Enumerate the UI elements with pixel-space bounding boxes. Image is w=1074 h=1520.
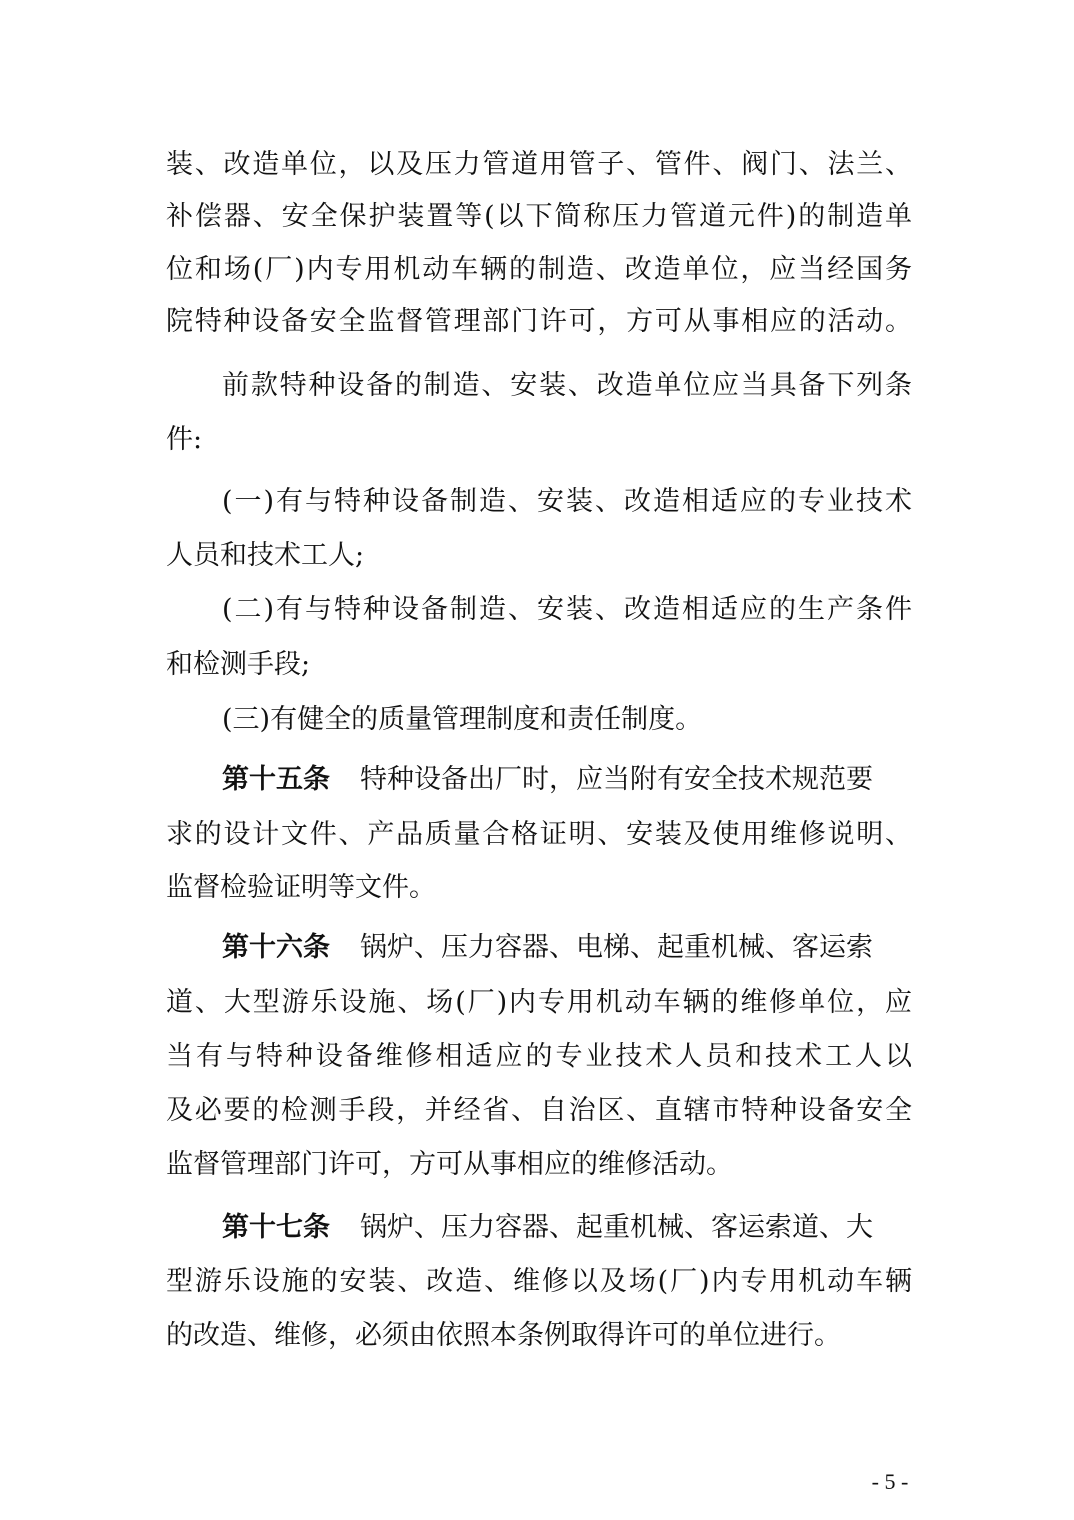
text-line-4: 院特种设备安全监督管理部门许可，方可从事相应的活动。: [166, 306, 912, 337]
text-line-16: 道、大型游乐设施、场(厂)内专用机动车辆的维修单位，应: [166, 987, 912, 1018]
text-line-6: 件:: [166, 424, 203, 455]
text-line-5: 前款特种设备的制造、安装、改造单位应当具备下列条: [222, 370, 912, 401]
text-line-1: 装、改造单位，以及压力管道用管子、管件、阀门、法兰、: [166, 149, 912, 180]
text-line-2: 补偿器、安全保护装置等(以下简称压力管道元件)的制造单: [166, 201, 912, 232]
text-line-9: (二)有与特种设备制造、安装、改造相适应的生产条件: [222, 594, 912, 625]
article-text: 特种设备出厂时，应当附有安全技术规范要: [360, 764, 873, 795]
article-text: 锅炉、压力容器、电梯、起重机械、客运索: [360, 932, 873, 963]
article-17-first-line: [222, 1208, 912, 1248]
text-line-3: 位和场(厂)内专用机动车辆的制造、改造单位，应当经国务: [166, 254, 912, 285]
article-title: 第十六条: [222, 932, 330, 963]
article-title: 第十七条: [222, 1212, 330, 1243]
text-line-8: 人员和技术工人;: [166, 540, 365, 571]
text-line-21: 型游乐设施的安装、改造、维修以及场(厂)内专用机动车辆: [166, 1266, 912, 1297]
text-line-14: 监督检验证明等文件。: [166, 872, 436, 903]
article-16-first-line: [222, 928, 912, 968]
text-line-11: (三)有健全的质量管理制度和责任制度。: [222, 704, 703, 735]
text-line-18: 及必要的检测手段，并经省、自治区、直辖市特种设备安全: [166, 1095, 912, 1126]
text-line-13: 求的设计文件、产品质量合格证明、安装及使用维修说明、: [166, 819, 912, 850]
text-line-10: 和检测手段;: [166, 649, 311, 680]
text-line-19: 监督管理部门许可，方可从事相应的维修活动。: [166, 1149, 733, 1180]
article-title: 第十五条: [222, 764, 330, 795]
article-text: 锅炉、压力容器、起重机械、客运索道、大: [360, 1212, 873, 1243]
text-line-22: 的改造、维修，必须由依照本条例取得许可的单位进行。: [166, 1320, 841, 1351]
page-number: - 5 -: [871, 1469, 909, 1494]
text-line-7: (一)有与特种设备制造、安装、改造相适应的专业技术: [222, 486, 912, 517]
article-15-first-line: [222, 760, 912, 800]
text-line-17: 当有与特种设备维修相适应的专业技术人员和技术工人以: [166, 1041, 912, 1072]
